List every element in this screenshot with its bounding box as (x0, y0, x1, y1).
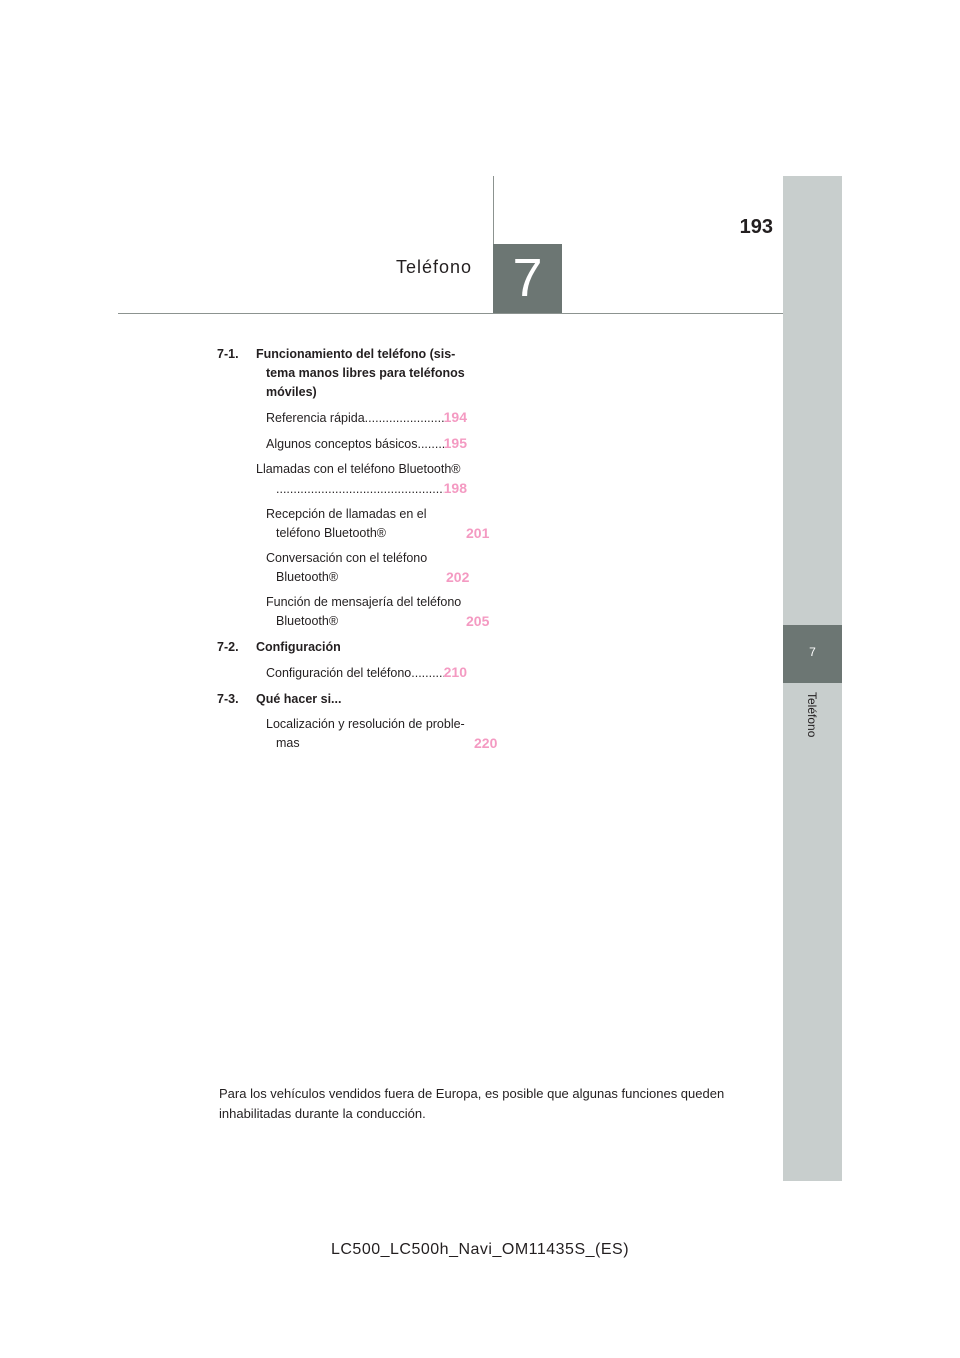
toc-entry-page[interactable]: 201 (466, 525, 490, 541)
toc-entry-page[interactable]: 210 (443, 664, 467, 680)
toc-leader-dots (276, 480, 444, 499)
toc-leader-dots (365, 409, 444, 428)
toc-entry[interactable] (256, 434, 467, 454)
toc-entry-text: Llamadas con el teléfono Bluetooth® (256, 462, 461, 476)
toc-section-title: Funcionamiento del teléfono (sis-tema manos libres para teléfonos móviles) (256, 347, 465, 399)
toc-section (217, 690, 498, 753)
toc-entry-text: Localización y resolución de proble-mas (266, 717, 465, 750)
toc-section-number: 7-1. (217, 347, 239, 361)
toc-entry-page[interactable]: 202 (446, 569, 470, 585)
page-number: 193 (739, 216, 773, 238)
toc-entry-page[interactable]: 198 (443, 480, 467, 496)
toc-entry-page[interactable]: 195 (443, 435, 467, 451)
toc-entry-text: Referencia rápida (266, 411, 365, 425)
toc-entry-text: Configuración del teléfono (266, 666, 412, 680)
toc-section (217, 638, 467, 683)
side-tab-number: 7 (809, 645, 816, 659)
header-vertical-rule (493, 176, 494, 244)
toc-entry-text: Recepción de llamadas en el teléfono Bluetooth® (266, 507, 427, 540)
side-tab-label-text: Teléfono (805, 692, 819, 738)
toc-section-title: Configuración (256, 640, 341, 654)
table-of-contents (217, 345, 498, 753)
toc-section (217, 345, 490, 631)
toc-entry-text: Algunos conceptos básicos (266, 437, 418, 451)
toc-entry-page[interactable]: 205 (466, 613, 490, 629)
page-note: Para los vehículos vendidos fuera de Europa, es posible que algunas funciones queden inhabilitadas durante la conducción. (219, 1086, 725, 1121)
toc-entry-page[interactable]: 220 (474, 735, 498, 751)
toc-entry[interactable] (256, 593, 490, 631)
toc-entry[interactable] (256, 408, 467, 428)
toc-entry[interactable] (256, 549, 470, 587)
toc-entry-page[interactable]: 194 (443, 409, 467, 425)
toc-entry[interactable] (256, 663, 467, 683)
toc-entry[interactable] (256, 505, 490, 543)
chapter-number: 7 (512, 248, 543, 308)
toc-entry-text: Conversación con el teléfono Bluetooth® (266, 551, 428, 584)
toc-entry[interactable] (256, 715, 498, 753)
chapter-side-tab[interactable] (783, 625, 842, 683)
header-horizontal-rule (118, 313, 783, 314)
toc-entry[interactable] (256, 460, 467, 499)
toc-section-number: 7-2. (217, 640, 239, 654)
chapter-title: Teléfono (395, 257, 472, 277)
document-footer: LC500_LC500h_Navi_OM11435S_(ES) (330, 1241, 630, 1258)
side-tab-label (803, 692, 823, 762)
chapter-number-box (493, 244, 562, 313)
toc-section-title: Qué hacer si... (256, 692, 342, 706)
toc-leader-dots (411, 664, 443, 683)
toc-entry-text: Función de mensajería del teléfono Bluetooth® (266, 595, 462, 628)
toc-leader-dots (417, 435, 443, 454)
toc-section-number: 7-3. (217, 692, 239, 706)
